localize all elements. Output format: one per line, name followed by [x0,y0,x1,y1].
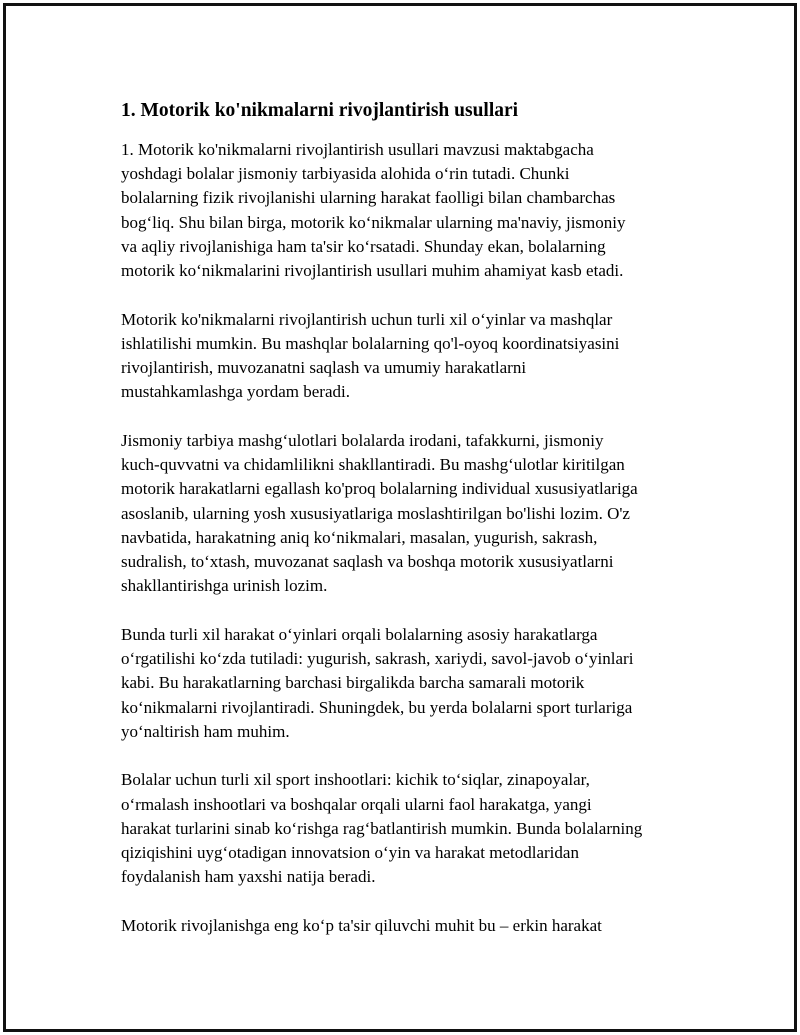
text-line: o‘rmalash inshootlari va boshqalar orqali ularni faol harakatga, yangi [121,794,592,814]
paragraph-6 [121,914,691,938]
paragraph-3 [121,429,691,598]
text-line: ko‘nikmalarni rivojlantiradi. Shuningdek, bu yerda bolalarni sport turlariga [121,697,633,717]
text-line: shakllantirishga urinish lozim. [121,576,328,596]
text-line: Bolalar uchun turli xil sport inshootlari: kichik to‘siqlar, zinapoyalar, [121,770,590,790]
text-line: sudralish, to‘xtash, muvozanat saqlash va boshqa motorik xususiyatlarni [121,552,614,572]
text-line: Motorik rivojlanishga eng ko‘p ta'sir qiluvchi muhit bu – erkin harakat [121,915,602,935]
text-line: Bunda turli xil harakat o‘yinlari orqali bolalarning asosiy harakatlarga [121,624,598,644]
document-body [121,98,691,963]
text-line: navbatida, harakatning aniq ko‘nikmalari, masalan, yugurish, sakrash, [121,527,598,547]
text-line: 1. Motorik ko'nikmalarni rivojlantirish usullari mavzusi maktabgacha [121,140,594,159]
text-line: Motorik ko'nikmalarni rivojlantirish uchun turli xil o‘yinlar va mashqlar [121,309,613,329]
text-line: bog‘liq. Shu bilan birga, motorik ko‘nikmalar ularning ma'naviy, jismoniy [121,212,626,232]
text-line: asoslanib, ularning yosh xususiyatlariga moslashtirilgan bo'lishi lozim. O'z [121,503,630,523]
text-line: motorik ko‘nikmalarini rivojlantirish usullari muhim ahamiyat kasb etadi. [121,261,624,281]
text-line: kuch-quvvatni va chidamlilikni shakllantiradi. Bu mashg‘ulotlar kiritilgan [121,455,625,475]
text-line: mustahkamlashga yordam beradi. [121,382,350,402]
text-line: rivojlantirish, muvozanatni saqlash va umumiy harakatlarni [121,358,527,378]
page-frame [3,3,797,1032]
document-title: 1. Motorik ko'nikmalarni rivojlantirish usullari [121,100,519,121]
paragraph-2 [121,308,691,405]
text-line: Jismoniy tarbiya mashg‘ulotlari bolalarda irodani, tafakkurni, jismoniy [121,431,604,451]
text-line: va aqliy rivojlanishiga ham ta'sir ko‘rsatadi. Shunday ekan, bolalarning [121,236,606,256]
paragraph-1 [121,138,691,283]
text-line: o‘rgatilishi ko‘zda tutiladi: yugurish, sakrash, xariydi, savol-javob o‘yinlari [121,649,634,669]
paragraph-4 [121,623,691,744]
text-line: yo‘naltirish ham muhim. [121,721,290,741]
text-line: harakat turlarini sinab ko‘rishga rag‘batlantirish mumkin. Bunda bolalarning [121,818,643,838]
text-line: ishlatilishi mumkin. Bu mashqlar bolalarning qo'l-oyoq koordinatsiyasini [121,333,620,353]
text-line: kabi. Bu harakatlarning barchasi birgalikda barcha samarali motorik [121,673,585,693]
text-line: qiziqishini uyg‘otadigan innovatsion o‘yin va harakat metodlaridan [121,843,579,863]
text-line: motorik harakatlarni egallash ko'proq bolalarning individual xususiyatlariga [121,479,638,499]
text-line: yoshdagi bolalar jismoniy tarbiyasida alohida o‘rin tutadi. Chunki [121,164,570,184]
text-line: bolalarning fizik rivojlanishi ularning harakat faolligi bilan chambarchas [121,188,616,208]
paragraph-5 [121,768,691,889]
text-line: foydalanish ham yaxshi natija beradi. [121,867,376,887]
